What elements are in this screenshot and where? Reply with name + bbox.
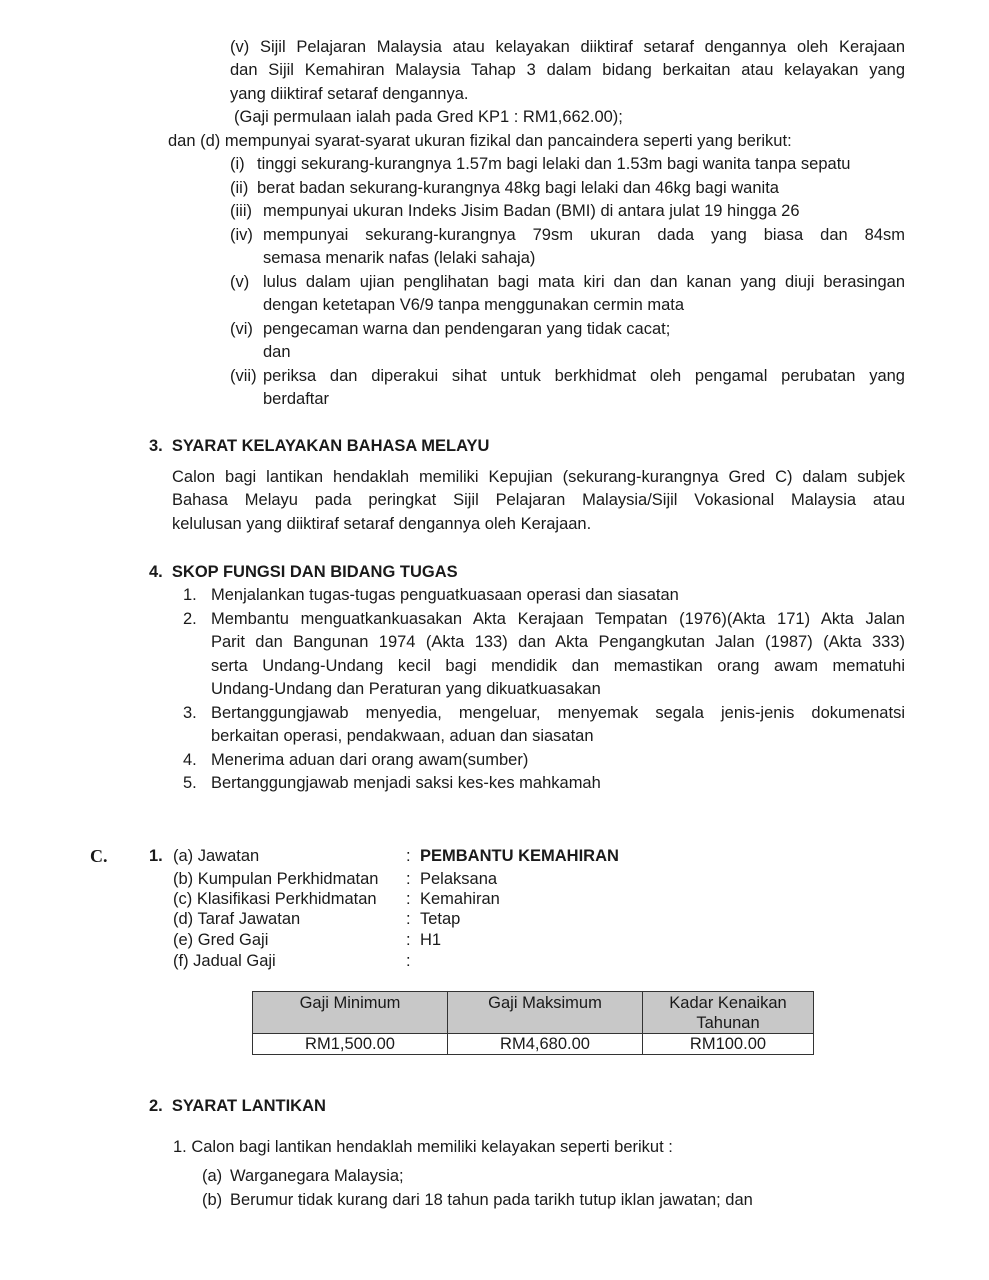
table-cell: RM100.00	[643, 1034, 814, 1055]
paragraph-line: Calon bagi lantikan hendaklah memiliki Kepujian (sekurang-kurangnya Gred C) dalam subjek	[172, 468, 905, 486]
list-item-text: Menjalankan tugas-tugas penguatkuasaan operasi dan siasatan	[211, 586, 679, 604]
list-item-text: serta Undang-Undang kecil bagi mendidik dan memastikan orang awam mematuhi	[211, 657, 905, 675]
list-marker: (iii)	[230, 202, 252, 220]
field-label: (f) Jadual Gaji	[173, 952, 276, 970]
list-number: 1.	[183, 586, 197, 604]
section-heading: 4. SKOP FUNGSI DAN BIDANG TUGAS	[149, 563, 458, 581]
column-header: Gaji Minimum	[253, 992, 448, 1034]
table-header-row	[253, 992, 814, 1034]
field-label: (d) Taraf Jawatan	[173, 910, 301, 928]
field-label: (a) Jawatan	[173, 847, 260, 865]
list-item-text: berkaitan operasi, pendakwaan, aduan dan siasatan	[211, 727, 594, 745]
list-item-text: Berumur tidak kurang dari 18 tahun pada tarikh tutup iklan jawatan; dan	[230, 1191, 753, 1209]
list-item-text: Bertanggungjawab menyedia, mengeluar, menyemak segala jenis-jenis dokumenatsi	[211, 704, 905, 722]
field-colon: :	[406, 910, 411, 928]
list-marker: (a)	[202, 1167, 223, 1185]
position-title: PEMBANTU KEMAHIRAN	[420, 847, 619, 865]
salary-table	[252, 991, 814, 1055]
field-label: (e) Gred Gaji	[173, 931, 269, 949]
list-marker: (vii)	[230, 367, 257, 385]
paragraph-line: yang diiktiraf setaraf dengannya.	[230, 85, 469, 103]
field-value: H1	[420, 931, 442, 949]
field-colon: :	[406, 952, 411, 970]
list-marker: (vi)	[230, 320, 253, 338]
salary-note: (Gaji permulaan ialah pada Gred KP1 : RM1,662.00);	[234, 108, 623, 126]
list-item-text: Parit dan Bangunan 1974 (Akta 133) dan Akta Pengangkutan Jalan (1987) (Akta 333)	[211, 633, 905, 651]
table-cell: RM1,500.00	[253, 1034, 448, 1055]
list-marker: (ii)	[230, 179, 249, 197]
section-number: 1.	[149, 847, 163, 865]
field-colon: :	[406, 870, 411, 888]
list-item-text: Bertanggungjawab menjadi saksi kes-kes mahkamah	[211, 774, 601, 792]
list-item-text: Undang-Undang dan Peraturan yang dikuatkuasakan	[211, 680, 601, 698]
list-item-text: periksa dan diperakui sihat untuk berkhidmat oleh pengamal perubatan yang	[263, 367, 905, 385]
physical-requirements-intro: dan (d) mempunyai syarat-syarat ukuran fizikal dan pancaindera seperti yang berikut:	[168, 132, 792, 150]
field-value: Tetap	[420, 910, 461, 928]
field-label: (c) Klasifikasi Perkhidmatan	[173, 890, 377, 908]
field-colon: :	[406, 931, 411, 949]
paragraph-line: kelulusan yang diiktiraf setaraf dengannya oleh Kerajaan.	[172, 515, 592, 533]
section-heading: 3. SYARAT KELAYAKAN BAHASA MELAYU	[149, 437, 490, 455]
list-marker: (i)	[230, 155, 245, 173]
column-header: Gaji Maksimum	[448, 992, 643, 1034]
table-row	[253, 1034, 814, 1055]
field-colon: :	[406, 847, 411, 865]
list-item-text: berdaftar	[263, 390, 330, 408]
list-marker: (iv)	[230, 226, 253, 244]
list-marker: (v)	[230, 273, 250, 291]
paragraph-line: (v) Sijil Pelajaran Malaysia atau kelayakan diiktiraf setaraf dengannya oleh Kerajaan	[230, 38, 905, 56]
list-item-text: berat badan sekurang-kurangnya 48kg bagi lelaki dan 46kg bagi wanita	[257, 179, 779, 197]
list-item-text: semasa menarik nafas (lelaki sahaja)	[263, 249, 536, 267]
column-header: Kadar Kenaikan Tahunan	[643, 992, 814, 1034]
list-item-text: Membantu menguatkankuasakan Akta Kerajaan Tempatan (1976)(Akta 171) Akta Jalan	[211, 610, 905, 628]
list-item-text: lulus dalam ujian penglihatan bagi mata kiri dan dan kanan yang diuji berasingan	[263, 273, 905, 291]
field-value: Kemahiran	[420, 890, 500, 908]
list-item-text: mempunyai sekurang-kurangnya 79sm ukuran dada yang biasa dan 84sm	[263, 226, 905, 244]
field-colon: :	[406, 890, 411, 908]
list-number: 3.	[183, 704, 197, 722]
list-item-text: Menerima aduan dari orang awam(sumber)	[211, 751, 529, 769]
list-number: 5.	[183, 774, 197, 792]
list-item-text: pengecaman warna dan pendengaran yang tidak cacat;	[263, 320, 671, 338]
paragraph-line: dan Sijil Kemahiran Malaysia Tahap 3 dalam bidang berkaitan atau kelayakan yang	[230, 61, 905, 79]
section-heading: 2. SYARAT LANTIKAN	[149, 1097, 326, 1115]
list-number: 2.	[183, 610, 197, 628]
field-label: (b) Kumpulan Perkhidmatan	[173, 870, 379, 888]
list-item-text: dan	[263, 343, 291, 361]
list-item-text: mempunyai ukuran Indeks Jisim Badan (BMI) di antara julat 19 hingga 26	[263, 202, 800, 220]
section-letter: C.	[90, 846, 108, 866]
list-marker: (b)	[202, 1191, 223, 1209]
table-cell: RM4,680.00	[448, 1034, 643, 1055]
list-item-text: dengan ketetapan V6/9 tanpa menggunakan cermin mata	[263, 296, 685, 314]
appointment-intro: 1. Calon bagi lantikan hendaklah memiliki kelayakan seperti berikut :	[173, 1138, 673, 1156]
list-number: 4.	[183, 751, 197, 769]
list-item-text: Warganegara Malaysia;	[230, 1167, 404, 1185]
list-item-text: tinggi sekurang-kurangnya 1.57m bagi lelaki dan 1.53m bagi wanita tanpa sepatu	[257, 155, 851, 173]
field-value: Pelaksana	[420, 870, 498, 888]
paragraph-line: Bahasa Melayu pada peringkat Sijil Pelajaran Malaysia/Sijil Vokasional Malaysia atau	[172, 491, 905, 509]
